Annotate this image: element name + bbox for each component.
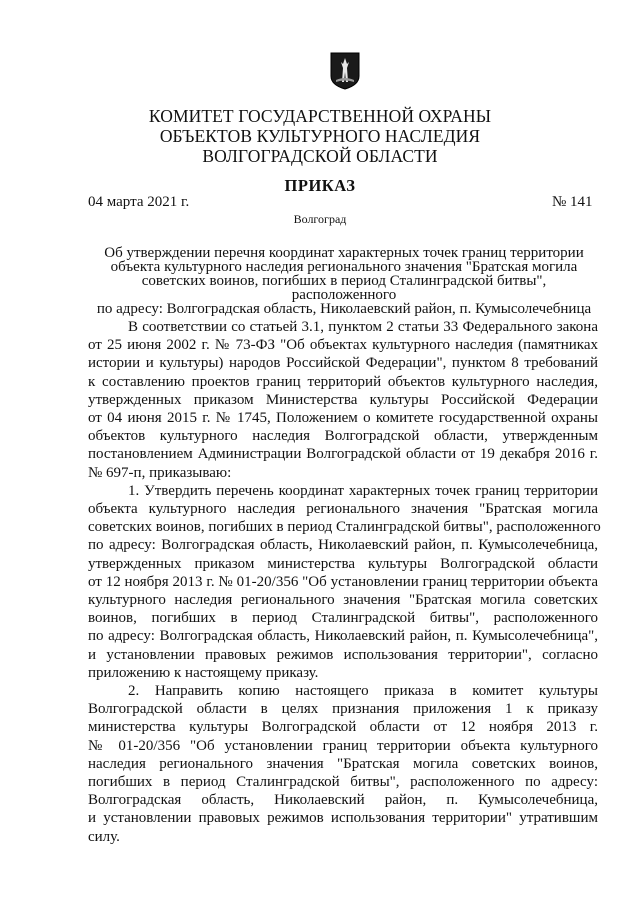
text-line: Волгоградская область, Николаевский район, п. Кумысолечебница,: [88, 792, 598, 809]
volgograd-region-emblem-icon: [330, 52, 360, 90]
text-line: и установлении правовых режимов использования территории", согласно: [88, 646, 598, 663]
text-line: погибших в период Сталинградской битвы", расположенного по адресу:: [88, 774, 598, 791]
item-1-paragraph: [88, 482, 601, 682]
text-line: силу.: [88, 828, 120, 845]
text-line: утвержденных приказом министерства культуры Волгоградской области: [88, 555, 598, 572]
subject-line: советских воинов, погибших в период Сталинградской битвы", расположенного: [141, 273, 547, 303]
text-line: по адресу: Волгоградская область, Николаевский район, п. Кумысолечебница",: [88, 628, 598, 645]
text-line: министерства культуры Волгоградской области от 12 ноября 2013 г.: [88, 719, 598, 736]
order-title: ПРИКАЗ: [284, 176, 356, 195]
org-name-line-3: ВОЛГОГРАДСКОЙ ОБЛАСТИ: [202, 146, 438, 166]
order-date: 04 марта 2021 г.: [88, 194, 190, 210]
text-line: от 12 ноября 2013 г. № 01-20/356 "Об установлении границ территории объекта: [88, 573, 598, 590]
text-line: 1. Утвердить перечень координат характерных точек границ территории: [128, 482, 598, 499]
preamble-paragraph: [88, 318, 598, 482]
text-line: по адресу: Волгоградская область, Николаевский район, п. Кумысолечебница,: [88, 537, 598, 554]
order-subject: [88, 246, 600, 316]
text-line: № 01-20/356 "Об установлении границ территории объекта культурного: [88, 737, 598, 754]
text-line: приложению к настоящему приказу.: [88, 664, 319, 681]
text-line: наследия регионального значения "Братская могила советских воинов,: [88, 755, 598, 772]
text-line: постановлением Администрации Волгоградской области от 19 декабря 2016 г.: [88, 446, 598, 463]
text-line: объектов культурного наследия Волгоградской области, утвержденным: [88, 428, 598, 445]
text-line: к составлению проектов границ территорий объектов культурного наследия,: [88, 373, 598, 390]
subject-line: по адресу: Волгоградская область, Николаевский район, п. Кумысолечебница: [96, 301, 592, 317]
text-line: истории и культуры) народов Российской Федерации", пунктом 8 требований: [88, 355, 598, 372]
org-name-line-2: ОБЪЕКТОВ КУЛЬТУРНОГО НАСЛЕДИЯ: [159, 126, 481, 146]
text-line: воинов, погибших в период Сталинградской битвы", расположенного: [88, 610, 598, 627]
text-line: культурного наследия регионального значения "Братская могила советских: [88, 592, 598, 609]
subject-line: объекта культурного наследия регионального значения "Братская могила: [110, 259, 578, 275]
text-line: утвержденных приказом Министерства культуры Российской Федерации: [88, 391, 598, 408]
text-line: 2. Направить копию настоящего приказа в комитет культуры: [128, 683, 598, 700]
text-line: объекта культурного наследия регионального значения "Братская могила: [88, 501, 598, 518]
text-line: Волгоградской области в целях признания приложения 1 к приказу: [88, 701, 598, 718]
org-name-line-1: КОМИТЕТ ГОСУДАРСТВЕННОЙ ОХРАНЫ: [148, 106, 492, 126]
text-line: и установлении правовых режимов использования территории" утратившим: [88, 810, 598, 827]
text-line: от 04 июня 2015 г. № 1745, Положением о комитете государственной охраны: [88, 410, 598, 427]
order-body: [88, 318, 601, 846]
order-number: № 141: [552, 194, 593, 210]
text-line: В соответствии со статьей 3.1, пунктом 2 статьи 33 Федерального закона: [128, 319, 598, 335]
order-city: Волгоград: [293, 212, 347, 226]
text-line: № 697-п, приказываю:: [88, 464, 232, 481]
text-line: советских воинов, погибших в период Сталинградской битвы", расположенного: [88, 519, 601, 536]
text-line: от 25 июня 2002 г. № 73-ФЗ "Об объектах культурного наследия (памятниках: [88, 337, 598, 354]
item-2-paragraph: [88, 682, 598, 846]
subject-line: Об утверждении перечня координат характерных точек границ территории: [104, 245, 584, 261]
